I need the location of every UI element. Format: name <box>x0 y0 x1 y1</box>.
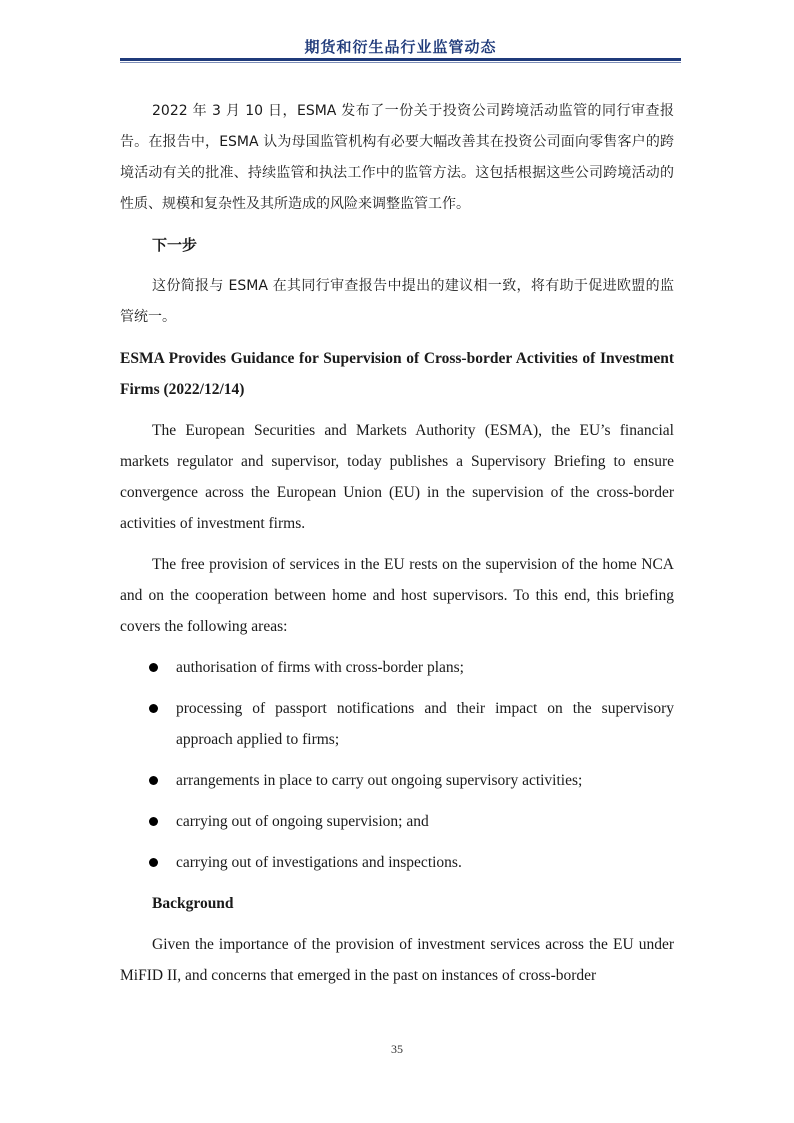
cn-paragraph-1: 2022 年 3 月 10 日，ESMA 发布了一份关于投资公司跨境活动监管的同行审查报告。在报告中，ESMA 认为母国监管机构有必要大幅改善其在投资公司面向零售客户的跨境活动有关的批准、持续监管和执法工作中的监管方法。这包括根据这些公司跨境活动的性质、规模和复杂性及其所造成的风险来调整监管工作。 <box>120 103 674 212</box>
bullet-icon <box>149 776 158 785</box>
cn-paragraph-2: 这份简报与 ESMA 在其同行审查报告中提出的建议相一致，将有助于促进欧盟的监管统一。 <box>120 278 674 325</box>
bullet-icon <box>149 858 158 867</box>
page-body <box>120 96 674 1001</box>
list-item <box>120 806 674 837</box>
header-rule-thin <box>120 62 681 63</box>
en-paragraph-1: The European Securities and Markets Authority (ESMA), the EU’s financial markets regulator and supervisor, today publishes a Supervisory Briefing to ensure convergence across the European Union (EU) in the supervision of the cross-border activities of investment firms. <box>120 422 674 532</box>
en-paragraph-2: The free provision of services in the EU rests on the supervision of the home NCA and on the cooperation between home and host supervisors. To this end, this briefing covers the following areas: <box>120 556 674 635</box>
bullet-icon <box>149 663 158 672</box>
en-paragraph-3: Given the importance of the provision of investment services across the EU under MiFID II, and concerns that emerged in the past on instances of cross-border <box>120 936 674 984</box>
bullet-list <box>120 652 674 878</box>
list-item-text: authorisation of firms with cross-border plans; <box>176 659 464 676</box>
header-rule <box>120 58 681 61</box>
list-item <box>120 765 674 796</box>
article-title: ESMA Provides Guidance for Supervision of Cross-border Activities of Investment Firms (2022/12/14) <box>120 350 674 398</box>
list-item-text: arrangements in place to carry out ongoing supervisory activities; <box>176 772 583 789</box>
bullet-icon <box>149 817 158 826</box>
background-heading: Background <box>152 895 234 912</box>
list-item <box>120 693 674 755</box>
list-item <box>120 652 674 683</box>
list-item-text: carrying out of ongoing supervision; and <box>176 813 429 830</box>
header-title: 期货和衍生品行业监管动态 <box>304 38 497 56</box>
cn-heading-next-steps: 下一步 <box>152 236 198 254</box>
list-item <box>120 847 674 878</box>
bullet-icon <box>149 704 158 713</box>
list-item-text: processing of passport notifications and their impact on the supervisory approach applied to firms; <box>176 700 674 748</box>
page-number: 35 <box>391 1042 403 1056</box>
list-item-text: carrying out of investigations and inspections. <box>176 854 462 871</box>
